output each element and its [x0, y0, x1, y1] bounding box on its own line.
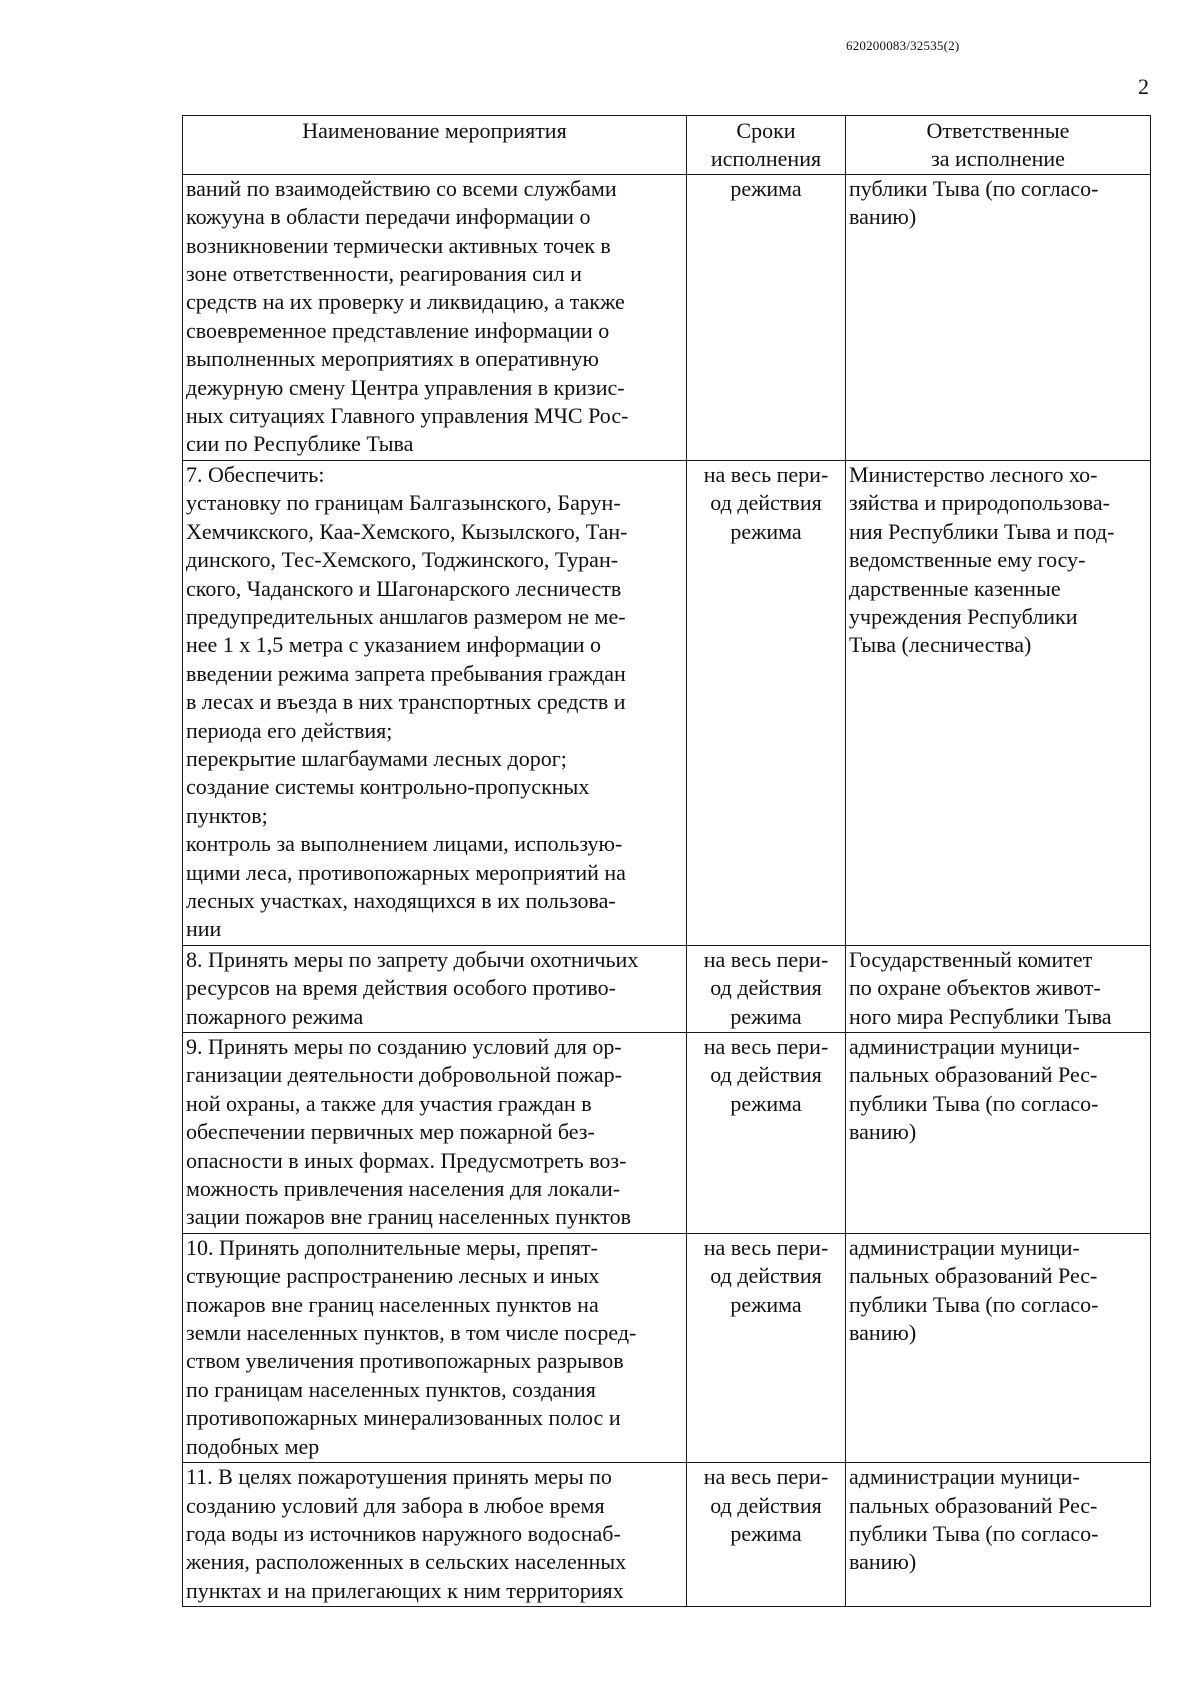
measure-cell-line: можность привлечения населения для локали- — [186, 1176, 621, 1202]
table-row — [183, 174, 1151, 460]
responsible-cell — [846, 945, 1151, 1032]
responsible-cell — [846, 174, 1151, 460]
measure-cell — [183, 1033, 687, 1234]
measure-cell-line: нее 1 х 1,5 метра с указанием информации о — [186, 632, 602, 658]
measure-cell-line: ского, Чаданского и Шагонарского лесничеств — [186, 575, 622, 601]
terms-cell-line: режима — [730, 175, 802, 201]
terms-cell-line: од действия — [710, 1492, 822, 1518]
table-row — [183, 1463, 1151, 1607]
terms-cell-line: од действия — [710, 1062, 822, 1088]
measure-cell — [183, 945, 687, 1032]
responsible-cell — [846, 1033, 1151, 1234]
measure-cell-line: выполненных мероприятиях в оперативную — [186, 346, 599, 372]
measure-cell-line: противопожарных минерализованных полос и — [186, 1405, 621, 1431]
terms-cell — [687, 1033, 846, 1234]
measure-cell-line: кожууна в области передачи информации о — [186, 204, 591, 230]
terms-cell-line: на весь пери- — [703, 1464, 829, 1490]
measure-cell — [183, 1233, 687, 1462]
responsible-cell-line: администрации муници- — [849, 1034, 1080, 1059]
column-header-name — [183, 116, 687, 175]
column-header-terms-line: исполнения — [710, 146, 822, 172]
responsible-cell — [846, 460, 1151, 945]
responsible-cell-line: пальных образований Рес- — [849, 1062, 1098, 1088]
measure-cell-line: зоне ответственности, реагирования сил и — [186, 261, 582, 287]
measure-cell-line: динского, Тес-Хемского, Тоджинского, Туран- — [186, 547, 619, 573]
column-header-responsible-line: Ответственные — [926, 118, 1070, 143]
responsible-cell-line: публики Тыва (по согласо- — [849, 175, 1099, 201]
responsible-cell-line: ванию) — [849, 1119, 917, 1145]
measure-cell-line: 10. Принять дополнительные меры, препят- — [186, 1234, 598, 1260]
terms-cell-line: од действия — [710, 975, 822, 1001]
measure-cell — [183, 174, 687, 460]
responsible-cell-line: Тыва (лесничества) — [849, 632, 1032, 658]
measure-cell-line: подобных мер — [186, 1433, 320, 1459]
terms-cell-line: на весь пери- — [703, 1034, 829, 1059]
measure-cell-line: пожарного режима — [186, 1003, 364, 1029]
measure-cell-line: пожаров вне границ населенных пунктов на — [186, 1291, 599, 1317]
measure-cell-line: своевременное представление информации о — [186, 317, 610, 343]
table-row — [183, 460, 1151, 945]
table-row — [183, 945, 1151, 1032]
responsible-cell-line: ванию) — [849, 204, 917, 230]
measure-cell-line: созданию условий для забора в любое время — [186, 1492, 605, 1518]
measure-cell-line: в лесах и въезда в них транспортных средств и — [186, 689, 626, 715]
measure-cell-line: ных ситуациях Главного управления МЧС Рос- — [186, 403, 629, 429]
measure-cell-line: по границам населенных пунктов, создания — [186, 1376, 596, 1402]
page-number: 2 — [1138, 74, 1149, 99]
measure-cell-line: ной охраны, а также для участия граждан в — [186, 1090, 592, 1116]
responsible-cell-line: по охране объектов живот- — [849, 975, 1101, 1001]
responsible-cell-line: пальных образований Рес- — [849, 1492, 1098, 1518]
responsible-cell-line: публики Тыва (по согласо- — [849, 1520, 1099, 1546]
measure-cell-line: жения, расположенных в сельских населенных — [186, 1549, 627, 1575]
responsible-cell-line: ванию) — [849, 1549, 917, 1575]
terms-cell-line: на весь пери- — [703, 1234, 829, 1260]
terms-cell-line: режима — [730, 1003, 802, 1029]
responsible-cell-line: администрации муници- — [849, 1464, 1080, 1490]
measure-cell-line: пунктов; — [186, 802, 268, 828]
responsible-cell-line: ведомственные ему госу- — [849, 547, 1086, 573]
column-header-responsible-line: за исполнение — [931, 146, 1065, 172]
table-row — [183, 1033, 1151, 1234]
measure-cell-line: обеспечении первичных мер пожарной без- — [186, 1119, 595, 1145]
responsible-cell-line: дарственные казенные — [849, 575, 1061, 601]
measure-cell-line: 11. В целях пожаротушения принять меры по — [186, 1464, 612, 1490]
terms-cell-line: на весь пери- — [703, 946, 829, 972]
terms-cell-line: режима — [730, 1520, 802, 1546]
measure-cell — [183, 460, 687, 945]
measure-cell-line: перекрытие шлагбаумами лесных дорог; — [186, 745, 567, 771]
table-header-row — [183, 116, 1151, 175]
table-body — [183, 174, 1151, 1606]
measure-cell-line: возникновении термически активных точек в — [186, 232, 611, 258]
responsible-cell-line: учреждения Республики — [849, 603, 1078, 629]
terms-cell-line: од действия — [710, 1263, 822, 1289]
measure-cell-line: средств на их проверку и ликвидацию, а также — [186, 289, 625, 315]
measure-cell-line: сии по Республике Тыва — [186, 431, 414, 457]
terms-cell-line: од действия — [710, 490, 822, 516]
measure-cell-line: ствующие распространению лесных и иных — [186, 1263, 600, 1289]
terms-cell-line: режима — [730, 518, 802, 544]
measure-cell-line: дежурную смену Центра управления в кризис- — [186, 374, 625, 400]
measure-cell-line: 8. Принять меры по запрету добычи охотничьих — [186, 946, 639, 972]
measure-cell-line: 7. Обеспечить: — [186, 461, 325, 487]
terms-cell — [687, 1463, 846, 1607]
measure-cell-line: нии — [186, 916, 222, 942]
measure-cell-line: 9. Принять меры по созданию условий для ор- — [186, 1034, 622, 1059]
column-header-responsible — [846, 116, 1151, 175]
responsible-cell-line: публики Тыва (по согласо- — [849, 1291, 1099, 1317]
responsible-cell — [846, 1463, 1151, 1607]
responsible-cell-line: ния Республики Тыва и под- — [849, 518, 1115, 544]
terms-cell — [687, 174, 846, 460]
measure-cell-line: ресурсов на время действия особого противо- — [186, 975, 616, 1001]
responsible-cell-line: Министерство лесного хо- — [849, 461, 1098, 487]
column-header-name-line: Наименование мероприятия — [302, 118, 567, 143]
terms-cell — [687, 945, 846, 1032]
responsible-cell-line: Государственный комитет — [849, 946, 1093, 972]
terms-cell-line: режима — [730, 1090, 802, 1116]
measure-cell-line: установку по границам Балгазынского, Барун- — [186, 490, 621, 516]
measure-cell-line: предупредительных аншлагов размером не ме- — [186, 603, 626, 629]
terms-cell — [687, 1233, 846, 1462]
column-header-terms-line: Сроки — [736, 118, 796, 143]
measure-cell — [183, 1463, 687, 1607]
responsible-cell-line: ванию) — [849, 1320, 917, 1346]
measure-cell-line: создание системы контрольно-пропускных — [186, 774, 590, 800]
responsible-cell-line: администрации муници- — [849, 1234, 1080, 1260]
measure-cell-line: щими леса, противопожарных мероприятий на — [186, 859, 626, 885]
terms-cell-line: на весь пери- — [703, 461, 829, 487]
responsible-cell-line: зяйства и природопользова- — [849, 490, 1110, 516]
measure-cell-line: ганизации деятельности добровольной пожар- — [186, 1062, 622, 1088]
measure-cell-line: ваний по взаимодействию со всеми службами — [186, 175, 617, 201]
terms-cell — [687, 460, 846, 945]
responsible-cell — [846, 1233, 1151, 1462]
measure-cell-line: ством увеличения противопожарных разрывов — [186, 1348, 624, 1374]
measure-cell-line: зации пожаров вне границ населенных пунктов — [186, 1204, 631, 1230]
document-id: 620200083/32535(2) — [846, 38, 960, 53]
measure-cell-line: пунктах и на прилегающих к ним территориях — [186, 1577, 624, 1603]
measures-table — [182, 115, 1151, 1607]
measure-cell-line: Хемчикского, Каа-Хемского, Кызылского, Тан- — [186, 518, 628, 544]
measure-cell-line: лесных участках, находящихся в их пользова- — [186, 887, 616, 913]
column-header-terms — [687, 116, 846, 175]
measure-cell-line: периода его действия; — [186, 717, 393, 743]
responsible-cell-line: публики Тыва (по согласо- — [849, 1090, 1099, 1116]
measure-cell-line: земли населенных пунктов, в том числе посред- — [186, 1320, 637, 1346]
measure-cell-line: введении режима запрета пребывания граждан — [186, 660, 626, 686]
measure-cell-line: контроль за выполнением лицами, использую- — [186, 831, 623, 857]
terms-cell-line: режима — [730, 1291, 802, 1317]
measure-cell-line: года воды из источников наружного водоснаб- — [186, 1520, 621, 1546]
responsible-cell-line: ного мира Республики Тыва — [849, 1003, 1112, 1029]
responsible-cell-line: пальных образований Рес- — [849, 1263, 1098, 1289]
table-row — [183, 1233, 1151, 1462]
measure-cell-line: опасности в иных формах. Предусмотреть воз- — [186, 1147, 627, 1173]
